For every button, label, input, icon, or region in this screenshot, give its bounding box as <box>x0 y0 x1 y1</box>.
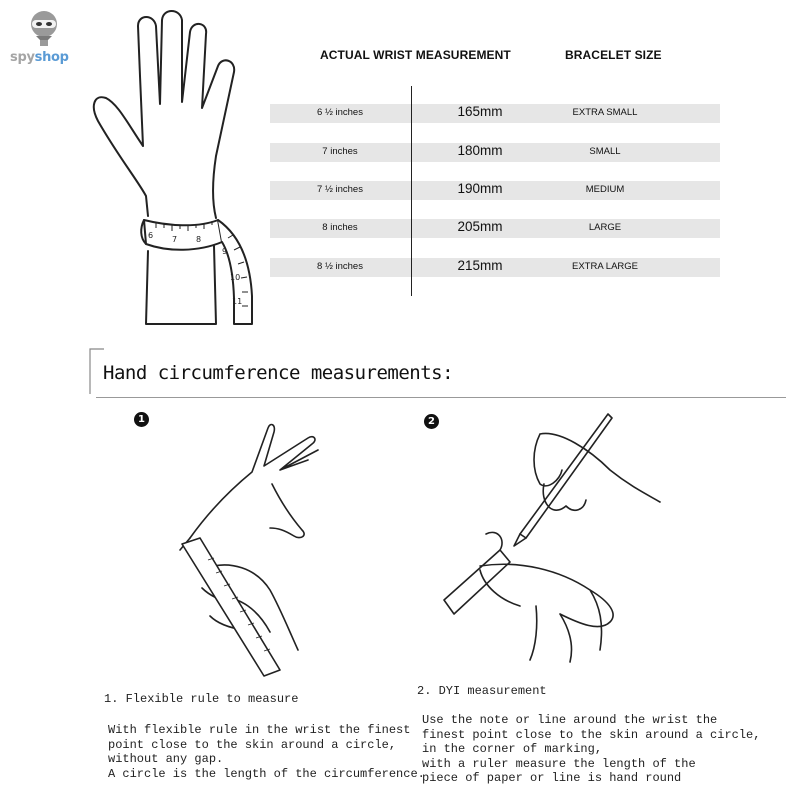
size-row-inches: 8 ½ inches <box>317 261 363 272</box>
size-row-size: SMALL <box>589 146 621 157</box>
step-1-line: A circle is the length of the circumference. <box>108 766 425 781</box>
size-row-inches: 8 inches <box>322 222 358 233</box>
section-title: Hand circumference measurements: <box>103 362 454 384</box>
step-1-line: without any gap. <box>108 752 224 766</box>
size-row-size: EXTRA LARGE <box>572 261 638 272</box>
step-2-line: piece of paper or line is hand round <box>422 771 682 785</box>
size-row-mm: 190mm <box>457 181 503 196</box>
logo-wordmark: spyshop <box>10 50 69 65</box>
dyi-measurement-illustration <box>440 410 670 670</box>
tape-mark: 8 <box>196 235 202 244</box>
size-row <box>270 219 720 238</box>
size-row-mm: 205mm <box>457 219 503 234</box>
size-row-size: EXTRA SMALL <box>572 107 638 118</box>
step-2-title: 2. DYI measurement <box>417 684 547 698</box>
tape-mark: 11 <box>232 297 243 306</box>
step-1-line: point close to the skin around a circle, <box>108 737 397 752</box>
size-row-size: MEDIUM <box>585 184 625 195</box>
step-2-badge: 2 <box>424 414 439 429</box>
step-2-line: Use the note or line around the wrist the <box>422 713 718 727</box>
ninja-mascot-icon <box>24 6 64 50</box>
tape-mark: 10 <box>230 273 241 282</box>
size-row-mm: 215mm <box>457 258 503 273</box>
header-wrist-measurement: ACTUAL WRIST MEASUREMENT <box>320 48 511 62</box>
tape-mark: 6 <box>148 231 154 240</box>
size-row-inches: 7 inches <box>322 146 358 157</box>
step-1-line: With flexible rule in the wrist the finest <box>108 723 411 737</box>
size-row-mm: 180mm <box>457 143 503 158</box>
step-2-line: finest point close to the skin around a circle, <box>422 727 761 742</box>
size-row <box>270 143 720 162</box>
size-row-inches: 6 ½ inches <box>317 107 363 118</box>
tape-mark: 9 <box>222 247 228 256</box>
size-row <box>270 104 720 123</box>
size-row-mm: 165mm <box>457 104 503 119</box>
step-1-description <box>108 723 425 781</box>
step-1-title: 1. Flexible rule to measure <box>104 692 299 706</box>
step-1-badge: 1 <box>134 412 149 427</box>
flexible-rule-illustration <box>160 420 320 680</box>
header-bracelet-size: BRACELET SIZE <box>565 48 662 62</box>
step-2-description <box>422 713 760 786</box>
size-row-inches: 7 ½ inches <box>317 184 363 195</box>
size-row <box>270 181 720 200</box>
tape-mark: 7 <box>172 235 178 244</box>
step-2-line: with a ruler measure the length of the <box>422 756 696 771</box>
column-divider <box>411 86 412 296</box>
step-2-line: in the corner of marking, <box>422 742 603 756</box>
corner-bracket <box>76 346 106 396</box>
spyshop-logo <box>8 6 78 66</box>
size-row <box>270 258 720 277</box>
size-row-size: LARGE <box>588 222 622 233</box>
hand-tape-illustration <box>88 6 268 328</box>
section-divider <box>96 397 786 398</box>
